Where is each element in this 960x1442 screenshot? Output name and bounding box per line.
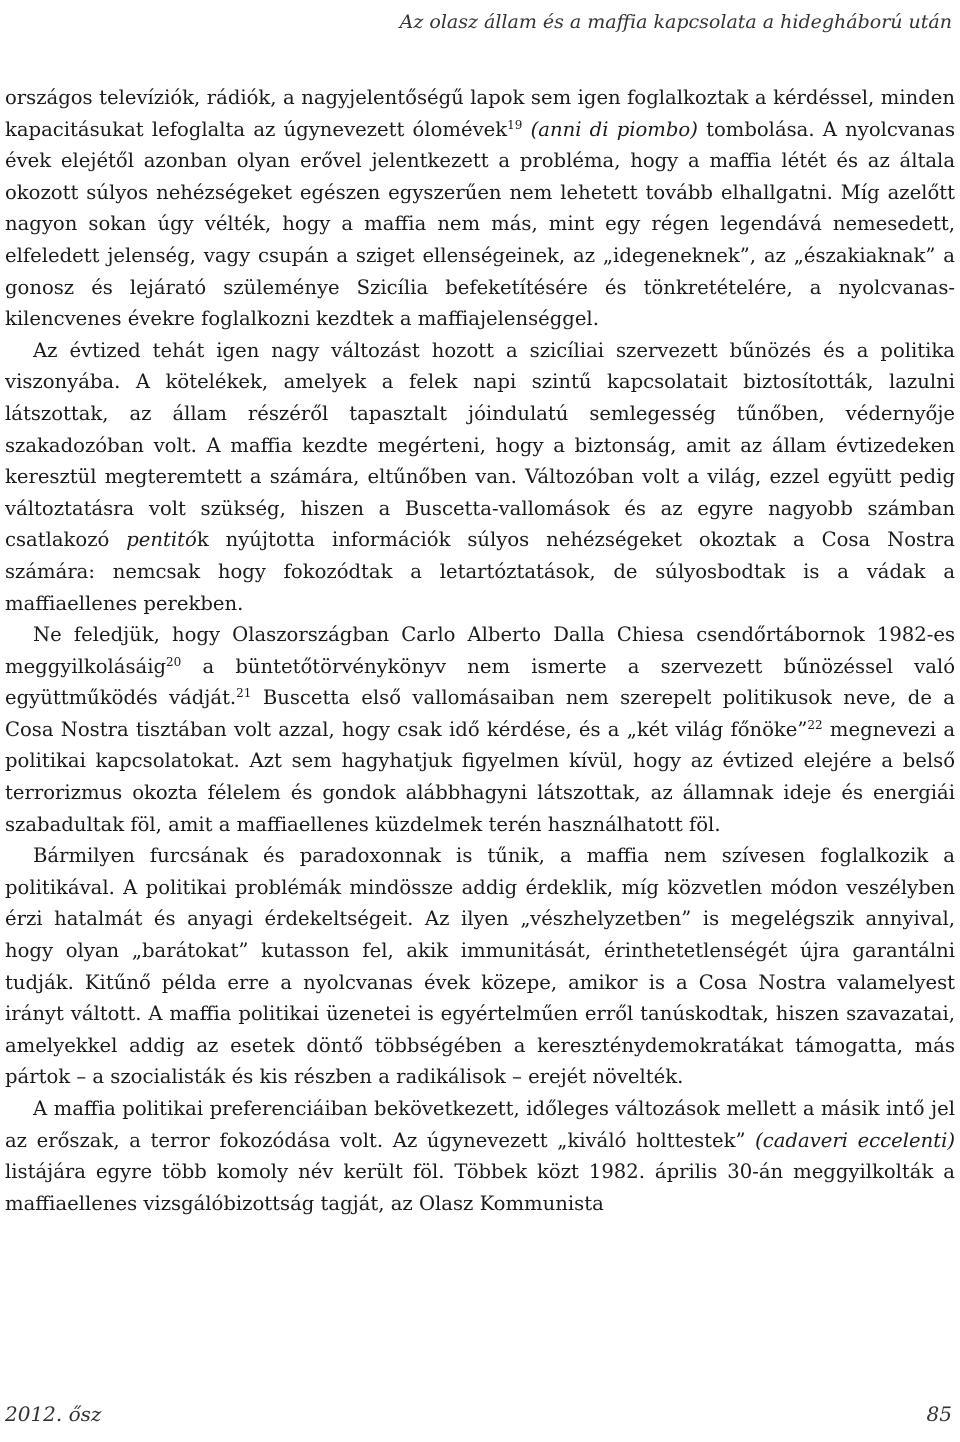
text-run: A maffia politikai preferenciáiban bekövetkezett, időleges változások mellett a másik intő jel az erőszak, a terror fokozódása volt. Az úgynevezett „kiváló holttestek” — [5, 1097, 955, 1152]
page-number: 85 — [926, 1402, 952, 1426]
text-run — [522, 118, 530, 141]
paragraph — [5, 1093, 955, 1219]
paragraph — [5, 840, 955, 1093]
paragraph — [5, 335, 955, 619]
text-run: a büntetőtörvénykönyv nem ismerte a szervezett bűnözéssel való együttműködés vádját. — [5, 654, 955, 710]
footnote-ref: 19 — [507, 117, 523, 132]
footnote-ref: 21 — [236, 686, 252, 701]
text-run: Bármilyen furcsának és paradoxonnak is tűnik, a maffia nem szívesen foglalkozik a politikával. A politikai problémák mindössze addig érdeklik, míg közvetlen módon veszélyben érzi hatalmát és anyagi érdekeltségeit. Az ilyen „vészhelyzetben” is megelégszik annyival, hogy olyan „barátokat” kutasson fel, akik immunitását, érinthetetlenségét újra garantálni tudják. Kitűnő példa erre a nyolcvanas évek közepe, amikor is a Cosa Nostra valamelyest irányt váltott. A maffia politikai üzenetei is egyértelműen erről tanúskodtak, hiszen szavazatai, amelyekkel addig az esetek döntő többségében a kereszténydemokratákat támogatta, más pártok – a szocialisták és kis részben a radikálisok – erejét növelték. — [5, 844, 955, 1089]
italic-term: (anni di piombo) — [530, 117, 698, 141]
paragraph — [5, 619, 955, 840]
text-run: országos televíziók, rádiók, a nagyjelentőségű lapok sem igen foglalkoztak a kérdéssel, minden kapacitásukat lefoglalta az úgynevezett ólomévek — [5, 86, 955, 141]
text-run: megnevezi a politikai kapcsolatokat. Azt sem hagyhatjuk figyelmen kívül, hogy az évtized elejére a belső terrorizmus okozta félelem és gondok alábbhagyni látszottak, az államnak ideje és energiái szabadultak föl, amit a maffiaellenes küzdelmek terén használhatott föl. — [5, 717, 955, 836]
issue-label: 2012. ősz — [5, 1402, 102, 1426]
text-run: Az évtized tehát igen nagy változást hozott a szicíliai szervezett bűnözés és a politika viszonyába. A kötelékek, amelyek a felek napi szintű kapcsolatait biztosították, lazulni látszottak, az állam részéről tapasztalt jóindulatú semlegesség tűnőben, védernyője szakadozóban volt. A maffia kezdte megérteni, hogy a biztonság, amit az állam évtizedeken keresztül megteremtett a számára, eltűnőben van. Változóban volt a világ, ezzel együtt pedig változtatásra volt szükség, hiszen a Buscetta-vallomások és az egyre nagyobb számban csatlakozó — [5, 338, 955, 552]
italic-term: pentitó — [126, 528, 197, 552]
text-run: Buscetta első vallomásaiban nem szerepelt politikusok neve, de a Cosa Nostra tisztában volt azzal, hogy csak idő kérdése, és a „két világ főnöke” — [5, 686, 955, 741]
italic-term: (cadaveri eccelenti) — [755, 1128, 955, 1152]
text-run: listájára egyre több komoly név került föl. Többek közt 1982. április 30-án meggyilkolták a maffiaellenes vizsgálóbizottság tagját, az Olasz Kommunista — [5, 1160, 955, 1215]
running-header: Az olasz állam és a maffia kapcsolata a hidegháború után — [399, 11, 952, 33]
page-footer — [5, 1402, 952, 1438]
footnote-ref: 22 — [807, 717, 823, 732]
article-body — [5, 82, 955, 1219]
text-run: tombolása. A nyolcvanas évek elejétől azonban olyan erővel jelentkezett a probléma, hogy a maffia létét és az általa okozott súlyos nehézségeket egészen egyszerűen nem lehetett tovább elhallgatni. Míg azelőtt nagyon sokan úgy vélték, hogy a maffia nem más, mint egy régen legendává nemesedett, elfeledett jelenség, vagy csupán a sziget ellenségeinek, az „idegeneknek”, az „északiaknak” a gonosz és lejárató szüleménye Szicília befeketítésére és tönkretételére, a nyolcvanas-kilencvenes évekre foglalkozni kezdtek a maffiajelenséggel. — [5, 117, 956, 331]
text-run: Ne feledjük, hogy Olaszországban Carlo Alberto Dalla Chiesa csendőrtábornok 1982-es meggyilkolásáig — [5, 623, 955, 678]
text-run: k nyújtotta információk súlyos nehézségeket okoztak a Cosa Nostra számára: nemcsak hogy fokozódtak a letartóztatások, de súlyosbodtak is a vádak a maffiaellenes perekben. — [5, 528, 955, 615]
paragraph — [5, 82, 955, 335]
footnote-ref: 20 — [166, 654, 182, 669]
